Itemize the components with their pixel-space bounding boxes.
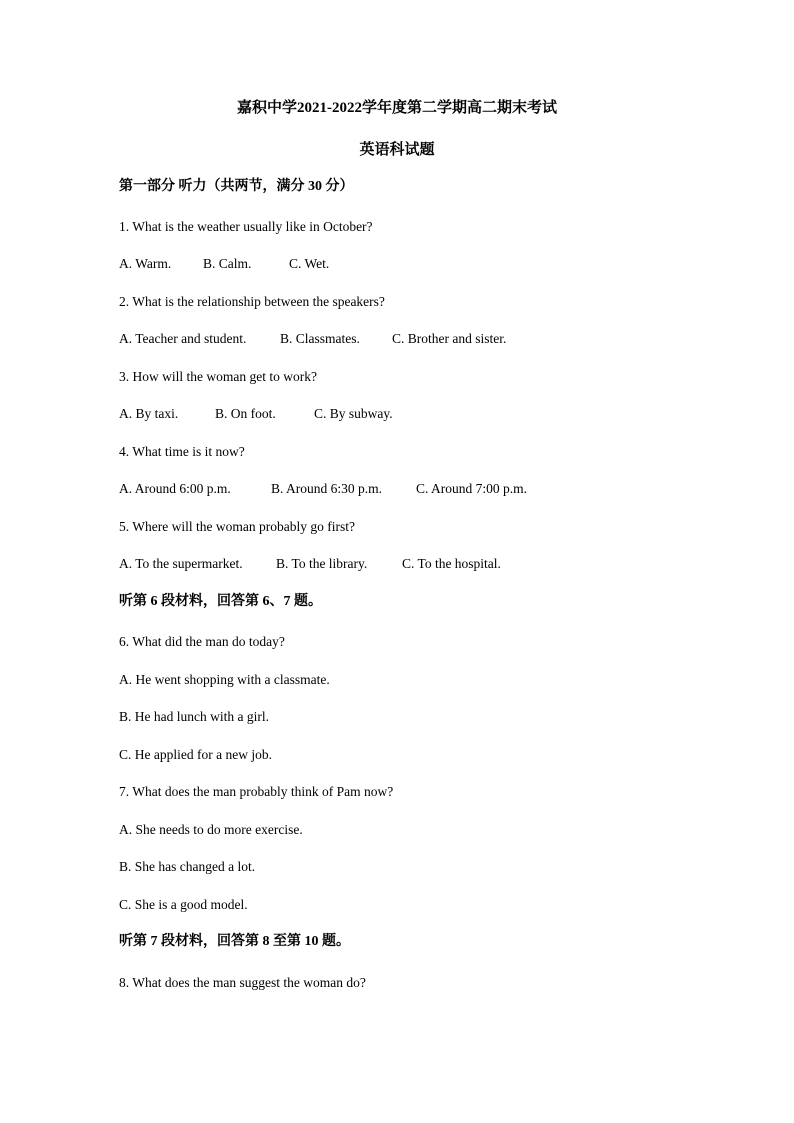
option-a: A. He went shopping with a classmate. xyxy=(119,672,330,687)
option-a: A. To the supermarket. xyxy=(119,556,243,571)
option-a: A. By taxi. xyxy=(119,406,179,421)
question-stem: 3. How will the woman get to work? xyxy=(119,369,317,384)
question-stem: 1. What is the weather usually like in October? xyxy=(119,219,373,234)
question-stem: 8. What does the man suggest the woman do? xyxy=(119,975,366,990)
question-stem: 2. What is the relationship between the speakers? xyxy=(119,294,385,309)
option-a: A. Warm. xyxy=(119,256,172,271)
question-stem: 6. What did the man do today? xyxy=(119,634,285,649)
exam-subtitle: 英语科试题 xyxy=(359,142,435,158)
part-heading: 第一部分 听力（共两节，满分 30 分） xyxy=(119,179,354,194)
section-instruction: 听第 7 段材料，回答第 8 至第 10 题。 xyxy=(119,934,350,949)
question-stem: 4. What time is it now? xyxy=(119,444,245,459)
question-options xyxy=(119,330,506,348)
question-options xyxy=(119,555,501,573)
option-c: C. She is a good model. xyxy=(119,897,248,912)
option-c: C. To the hospital. xyxy=(402,556,501,571)
option-c: C. By subway. xyxy=(314,406,393,421)
section-instruction: 听第 6 段材料，回答第 6、7 题。 xyxy=(119,594,322,609)
option-c: C. Brother and sister. xyxy=(392,331,507,346)
option-b: B. He had lunch with a girl. xyxy=(119,709,269,724)
question-options xyxy=(119,405,393,423)
option-b: B. Classmates. xyxy=(280,331,360,346)
option-b: B. Around 6:30 p.m. xyxy=(271,481,383,496)
option-c: C. Wet. xyxy=(289,256,330,271)
option-a: A. She needs to do more exercise. xyxy=(119,822,303,837)
option-c: C. Around 7:00 p.m. xyxy=(416,481,528,496)
question-stem: 7. What does the man probably think of Pam now? xyxy=(119,784,394,799)
question-options xyxy=(119,255,329,273)
question-options xyxy=(119,480,527,498)
option-b: B. She has changed a lot. xyxy=(119,859,256,874)
option-b: B. On foot. xyxy=(215,406,276,421)
exam-title: 嘉积中学2021-2022学年度第二学期高二期末考试 xyxy=(237,100,557,116)
option-c: C. He applied for a new job. xyxy=(119,747,272,762)
option-b: B. To the library. xyxy=(276,556,368,571)
question-stem: 5. Where will the woman probably go first? xyxy=(119,519,355,534)
option-a: A. Teacher and student. xyxy=(119,331,247,346)
option-a: A. Around 6:00 p.m. xyxy=(119,481,231,496)
option-b: B. Calm. xyxy=(203,256,252,271)
